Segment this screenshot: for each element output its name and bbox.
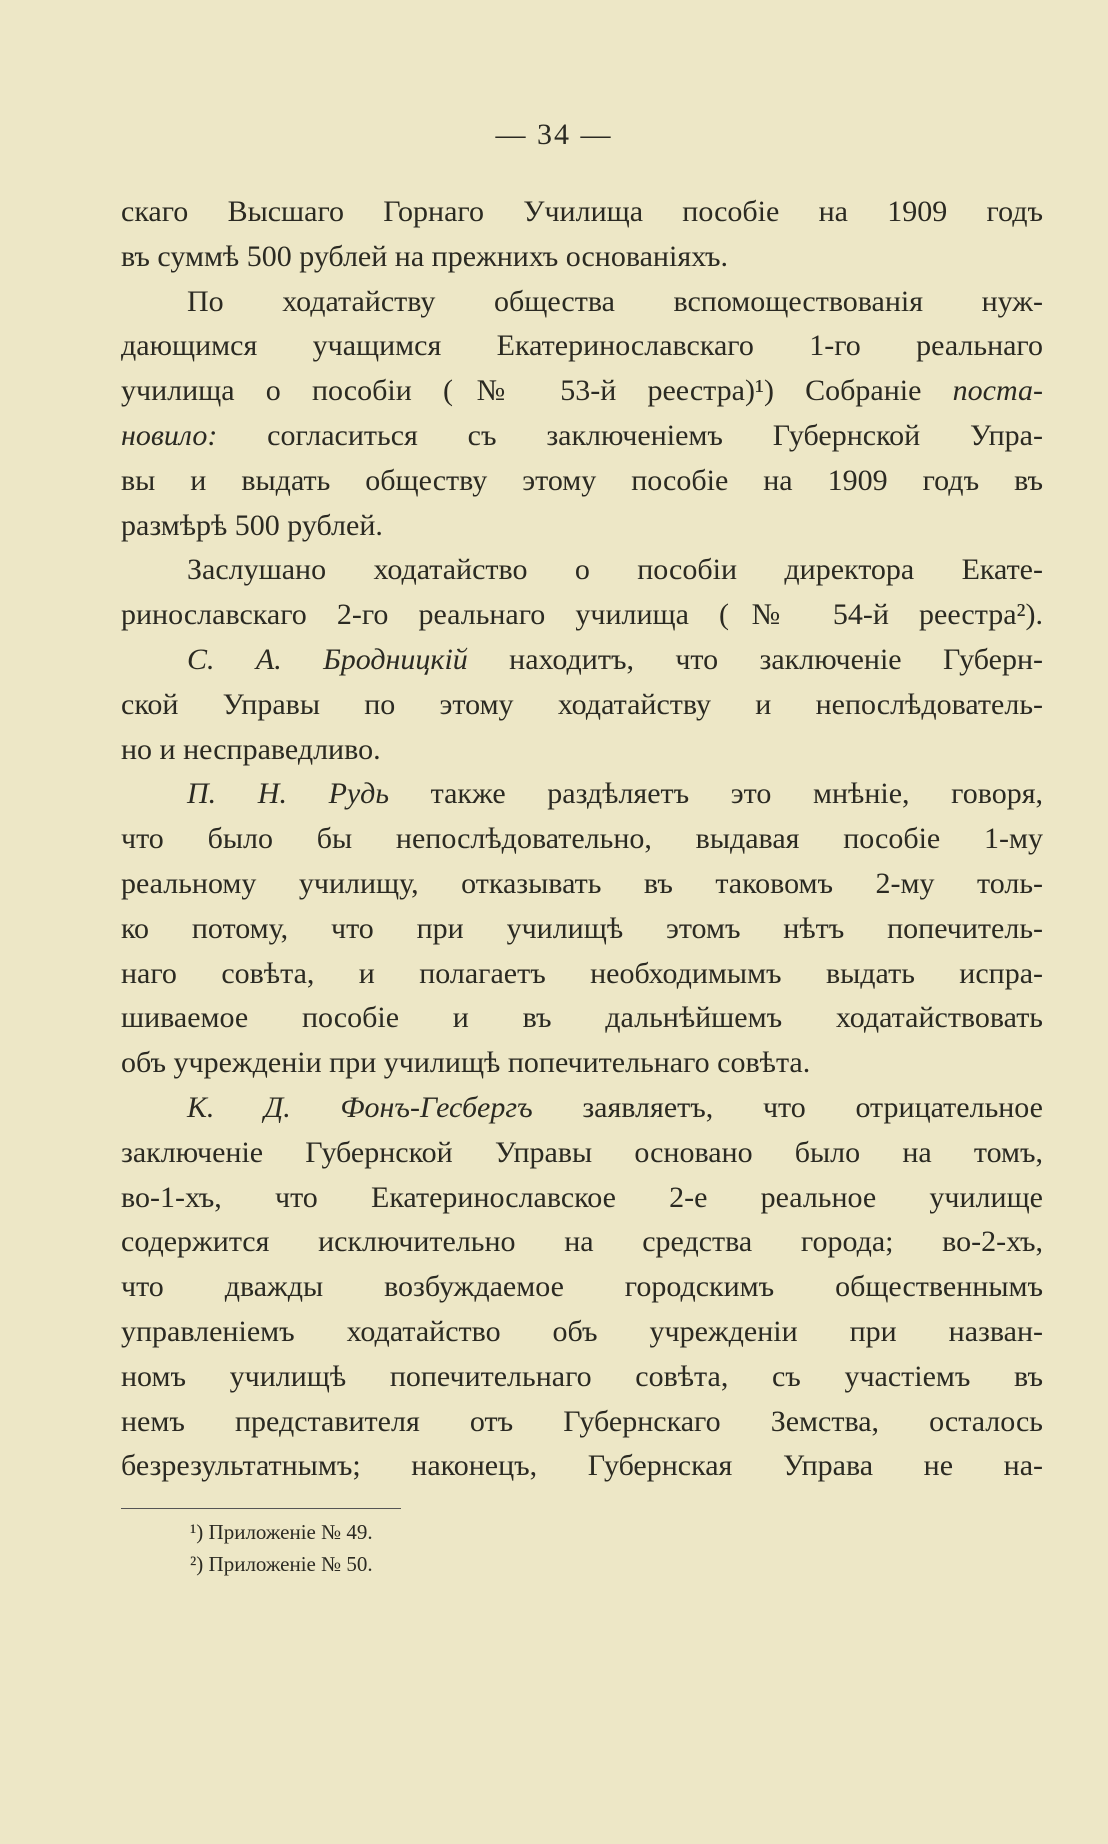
footnote-divider <box>121 1508 401 1509</box>
text-line <box>121 459 1043 504</box>
text-segment: шиваемое пособіе и въ дальнѣйшемъ ходатайствовать <box>121 1001 1043 1035</box>
text-line <box>121 414 1043 459</box>
text-line <box>121 1131 1043 1176</box>
speaker-name: поста- <box>952 374 1043 408</box>
text-line <box>121 862 1043 907</box>
text-line <box>121 817 1043 862</box>
text-line <box>121 324 1043 369</box>
text-line <box>121 907 1043 952</box>
text-segment: вы и выдать обществу этому пособіе на 1909 годъ въ <box>121 463 1043 497</box>
text-segment: ринославскаго 2-го реальнаго училища (№ 54-й реестра²). <box>121 598 1043 632</box>
text-line <box>121 1086 1043 1131</box>
text-line <box>121 638 1043 683</box>
text-segment: ко потому, что при училищѣ этомъ нѣтъ попечитель- <box>121 911 1043 945</box>
footnote-2: ²) Приложеніе № 50. <box>190 1552 373 1576</box>
text-line <box>121 1265 1043 1310</box>
text-line <box>121 280 1043 325</box>
text-line <box>121 996 1043 1041</box>
text-segment: что было бы непослѣдовательно, выдавая пособіе 1-му <box>121 822 1043 856</box>
speaker-name: К. Д. Фонъ-Гесбергъ <box>187 1090 533 1124</box>
text-segment: во-1-хъ, что Екатеринославское 2-е реальное училище <box>121 1180 1043 1214</box>
text-line <box>121 683 1043 728</box>
text-line <box>121 952 1043 997</box>
text-segment: скаго Высшаго Горнаго Училища пособіе на 1909 годъ <box>121 195 1043 228</box>
speaker-name: П. Н. Рудь <box>187 777 389 811</box>
text-segment: также раздѣляетъ это мнѣніе, говоря, <box>388 777 1043 811</box>
page-number: — 34 — <box>495 118 613 151</box>
text-line <box>121 369 1043 414</box>
text-line <box>121 1444 1043 1489</box>
text-segment: училища о пособіи (№ 53-й реестра)¹) Собраніе <box>121 374 953 408</box>
text-segment: номъ училищѣ попечительнаго совѣта, съ участіемъ въ <box>121 1359 1043 1393</box>
text-line <box>121 1355 1043 1400</box>
text-segment: По ходатайству общества вспомоществованія нуж- <box>187 284 1043 318</box>
text-line <box>121 548 1043 593</box>
text-segment: содержится исключительно на средства города; во-2-хъ, <box>121 1225 1043 1259</box>
text-line <box>121 235 1043 280</box>
text-segment: управленіемъ ходатайство объ учрежденіи при назван- <box>121 1314 1043 1348</box>
text-line <box>121 1400 1043 1445</box>
text-segment: безрезультатнымъ; наконецъ, Губернская Управа не на- <box>121 1449 1043 1483</box>
text-segment: Заслушано ходатайство о пособіи директора Екате- <box>187 553 1043 587</box>
speaker-name: новило: <box>121 418 218 452</box>
text-segment: реальному училищу, отказывать въ таковомъ 2-му толь- <box>121 866 1043 900</box>
text-line <box>121 593 1043 638</box>
body-text <box>121 190 1043 1489</box>
text-line <box>121 728 1043 773</box>
text-segment: дающимся учащимся Екатеринославскаго 1-го реальнаго <box>121 329 1043 363</box>
text-segment: немъ представителя отъ Губернскаго Земства, осталось <box>121 1404 1043 1438</box>
footnote-1: ¹) Приложеніе № 49. <box>190 1520 373 1544</box>
text-segment: наго совѣта, и полагаетъ необходимымъ выдать испра- <box>121 956 1043 990</box>
text-segment: заявляетъ, что отрицательное <box>532 1090 1043 1124</box>
text-line <box>121 772 1043 817</box>
text-line <box>121 190 1043 235</box>
text-segment: но и несправедливо. <box>121 732 381 766</box>
text-segment: согласиться съ заключеніемъ Губернской Упра- <box>217 418 1043 452</box>
text-segment: ской Управы по этому ходатайству и непослѣдователь- <box>121 687 1043 721</box>
text-segment: въ суммѣ 500 рублей на прежнихъ основаніяхъ. <box>121 239 728 273</box>
text-segment: размѣрѣ 500 рублей. <box>121 508 383 542</box>
text-segment: заключеніе Губернской Управы основано было на томъ, <box>121 1135 1043 1169</box>
text-line <box>121 1220 1043 1265</box>
text-segment: объ учрежденіи при училищѣ попечительнаго совѣта. <box>121 1046 811 1080</box>
text-line <box>121 504 1043 549</box>
text-line <box>121 1310 1043 1355</box>
speaker-name: С. А. Бродницкій <box>187 642 468 676</box>
text-line <box>121 1176 1043 1221</box>
text-segment: находитъ, что заключеніе Губерн- <box>467 642 1043 676</box>
text-line <box>121 1041 1043 1086</box>
text-segment: что дважды возбуждаемое городскимъ общественнымъ <box>121 1270 1043 1304</box>
